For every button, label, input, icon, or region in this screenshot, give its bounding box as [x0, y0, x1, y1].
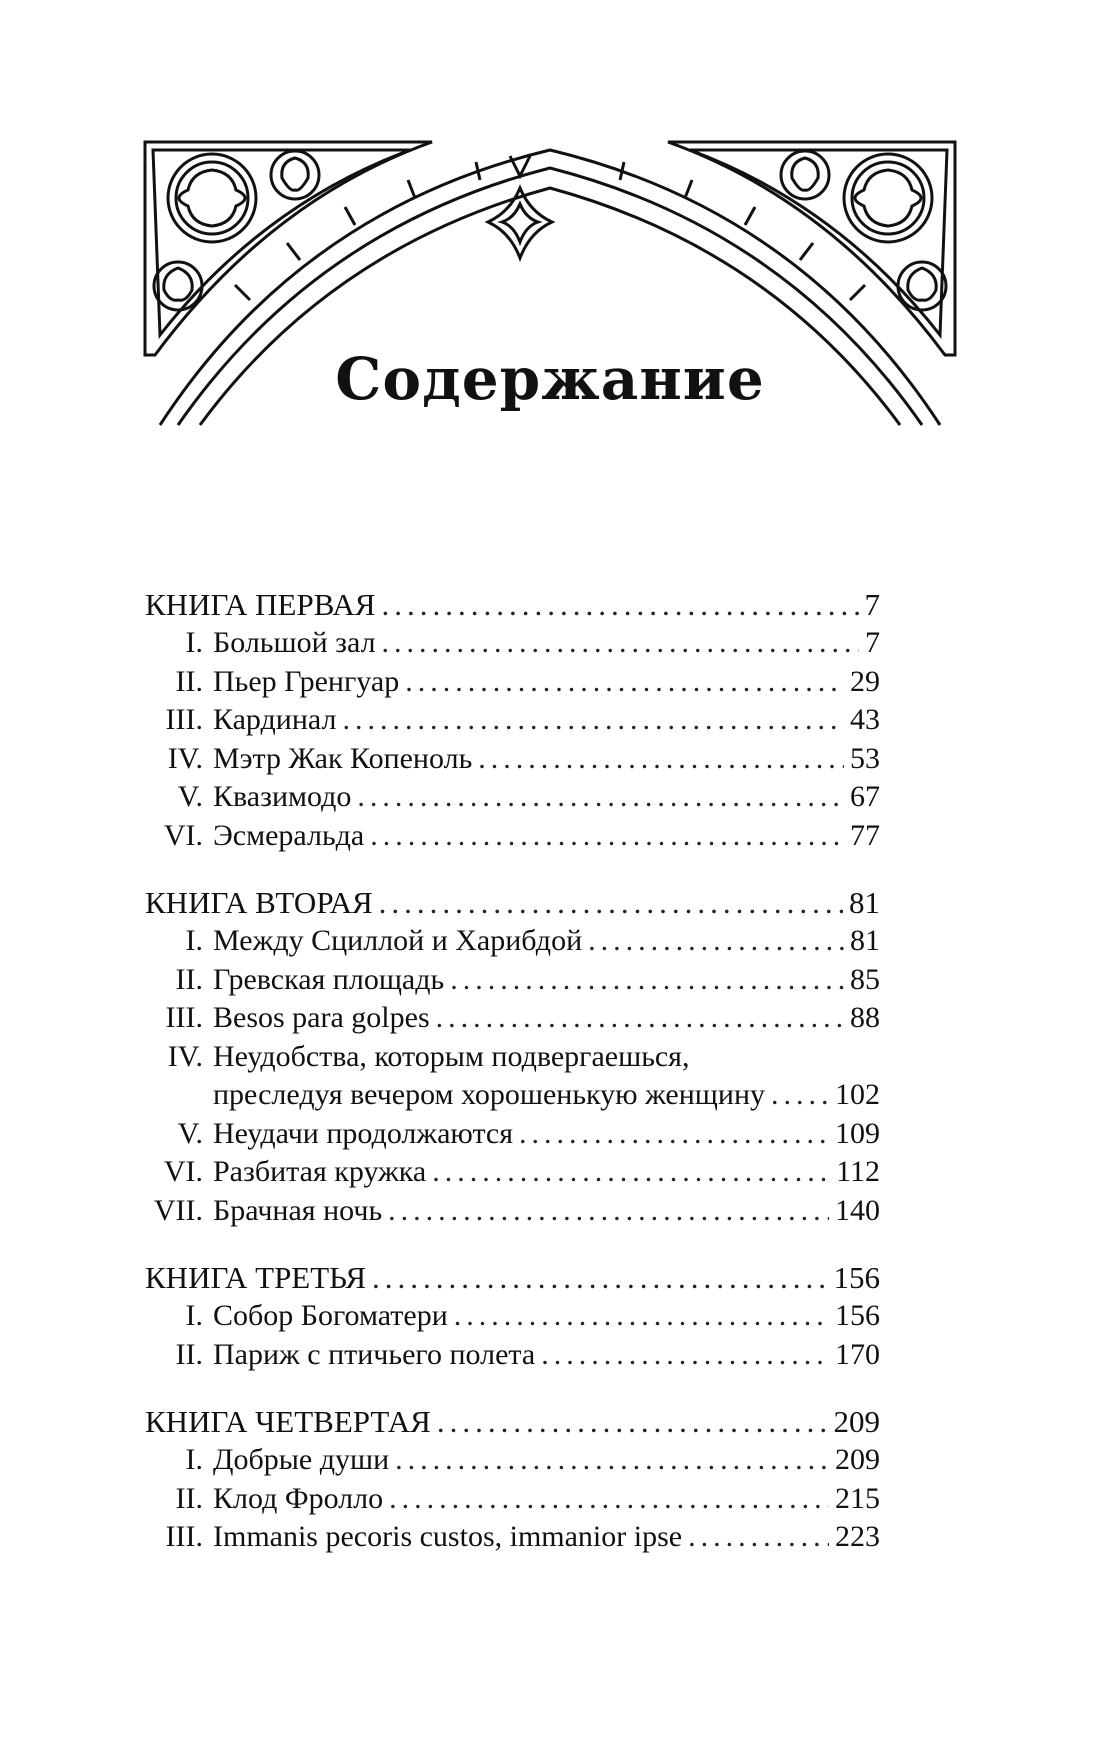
leader-dots [519, 1115, 829, 1154]
book-entry[interactable] [145, 883, 880, 922]
chapter-entry[interactable] [145, 961, 880, 1000]
chapter-entry[interactable] [145, 1518, 880, 1557]
leader-dots [436, 999, 844, 1038]
page-number: 85 [850, 962, 880, 996]
page-number: 209 [835, 1443, 880, 1476]
book-entry[interactable] [145, 1258, 880, 1297]
chapter-title-continuation: преследуя вечером хорошенькую женщину [213, 1078, 765, 1111]
chapter-title: Брачная ночь [213, 1193, 383, 1227]
chapter-title: Париж с птичьего полета [213, 1337, 536, 1371]
leader-dots [588, 922, 844, 961]
book-entry[interactable] [145, 1402, 880, 1441]
chapter-number: I. [185, 924, 203, 957]
chapter-number: IV. [167, 1039, 203, 1073]
chapter-entry[interactable] [145, 701, 880, 740]
page-number: 215 [835, 1481, 880, 1515]
book-title: КНИГА ВТОРАЯ [145, 884, 373, 920]
leader-dots [389, 1480, 829, 1519]
chapter-title: Пьер Гренгуар [213, 664, 400, 698]
leader-dots [688, 1518, 829, 1557]
chapter-entry[interactable] [145, 1038, 880, 1077]
leader-dots [379, 884, 843, 923]
chapter-title: Клод Фролло [213, 1481, 384, 1515]
chapter-entry[interactable] [145, 778, 880, 817]
chapter-entry[interactable] [145, 1115, 880, 1154]
chapter-entry[interactable] [145, 1441, 880, 1480]
leader-dots [382, 586, 859, 625]
page-number: 29 [850, 664, 880, 698]
page-number: 81 [849, 884, 880, 920]
chapter-entry[interactable] [145, 624, 880, 663]
chapter-title: Эсмеральда [213, 818, 365, 852]
chapter-number: VI. [163, 1155, 203, 1188]
chapter-entry[interactable] [145, 1336, 880, 1375]
book-title: КНИГА ЧЕТВЕРТАЯ [145, 1403, 431, 1439]
chapter-number: V. [177, 780, 203, 813]
table-of-contents [145, 585, 880, 1585]
book-section [145, 1258, 880, 1374]
chapter-number: III. [165, 1001, 203, 1034]
chapter-title: Besos para golpes [213, 1001, 430, 1034]
leader-dots [370, 817, 844, 856]
chapter-entry[interactable] [145, 922, 880, 961]
page-number: 223 [835, 1520, 880, 1553]
book-title: КНИГА ТРЕТЬЯ [145, 1259, 367, 1295]
chapter-number: VII. [153, 1193, 203, 1227]
book-section [145, 1402, 880, 1557]
chapter-title: Кардинал [213, 703, 337, 736]
leader-dots [342, 701, 844, 740]
chapter-number: II. [175, 1481, 203, 1515]
chapter-title: Большой зал [213, 626, 376, 659]
chapter-number: I. [185, 1299, 203, 1332]
leader-dots [771, 1076, 829, 1115]
chapter-number: III. [165, 703, 203, 736]
chapter-title: Собор Богоматери [213, 1299, 448, 1332]
chapter-title: Мэтр Жак Копеноль [213, 741, 473, 775]
chapter-entry[interactable] [145, 1480, 880, 1519]
page-number: 102 [835, 1078, 880, 1111]
page-number: 43 [850, 703, 880, 736]
page-number: 112 [836, 1155, 880, 1188]
chapter-title: Разбитая кружка [213, 1155, 427, 1188]
chapter-title: Неудобства, которым подвергаешься, [213, 1039, 690, 1073]
leader-dots [372, 1259, 827, 1298]
page-number: 88 [850, 1001, 880, 1034]
page-number: 77 [850, 818, 880, 852]
leader-dots [454, 1297, 829, 1336]
chapter-number: I. [185, 1443, 203, 1476]
leader-dots [541, 1336, 829, 1375]
page-number: 7 [865, 626, 880, 659]
chapter-entry-continuation[interactable] [145, 1076, 880, 1115]
chapter-number: IV. [167, 741, 203, 775]
leader-dots [395, 1441, 829, 1480]
leader-dots [450, 961, 844, 1000]
page-title: Содержание [335, 345, 765, 413]
page-number: 209 [833, 1403, 880, 1439]
chapter-entry[interactable] [145, 1192, 880, 1231]
chapter-number: II. [175, 664, 203, 698]
page-number: 109 [835, 1116, 880, 1150]
page-number: 81 [850, 924, 880, 957]
page-number: 140 [835, 1193, 880, 1227]
chapter-title: Добрые души [213, 1443, 390, 1476]
chapter-number: II. [175, 962, 203, 996]
chapter-entry[interactable] [145, 1297, 880, 1336]
page-number: 67 [850, 780, 880, 813]
leader-dots [382, 624, 859, 663]
leader-dots [432, 1153, 830, 1192]
book-section [145, 883, 880, 1230]
chapter-title: Между Сциллой и Харибдой [213, 924, 583, 957]
page-number: 156 [833, 1259, 880, 1295]
chapter-title: Квазимодо [213, 780, 352, 813]
chapter-entry[interactable] [145, 1153, 880, 1192]
chapter-title: Immanis pecoris custos, immanior ipse [213, 1520, 683, 1553]
leader-dots [357, 778, 844, 817]
book-title: КНИГА ПЕРВАЯ [145, 586, 376, 622]
chapter-entry[interactable] [145, 663, 880, 702]
chapter-number: II. [175, 1337, 203, 1371]
chapter-entry[interactable] [145, 817, 880, 856]
chapter-number: V. [177, 1116, 203, 1150]
leader-dots [478, 740, 844, 779]
chapter-number: I. [185, 626, 203, 659]
chapter-title: Гревская площадь [213, 962, 445, 996]
chapter-number: VI. [163, 818, 203, 852]
chapter-entry[interactable] [145, 740, 880, 779]
leader-dots [405, 663, 844, 702]
chapter-title: Неудачи продолжаются [213, 1116, 514, 1150]
page-number: 53 [850, 741, 880, 775]
book-entry[interactable] [145, 585, 880, 624]
leader-dots [437, 1403, 828, 1442]
leader-dots [388, 1192, 829, 1231]
page-number: 170 [835, 1337, 880, 1371]
page-number: 156 [835, 1299, 880, 1332]
chapter-entry[interactable] [145, 999, 880, 1038]
book-section [145, 585, 880, 855]
page-number: 7 [864, 586, 880, 622]
chapter-number: III. [165, 1520, 203, 1553]
